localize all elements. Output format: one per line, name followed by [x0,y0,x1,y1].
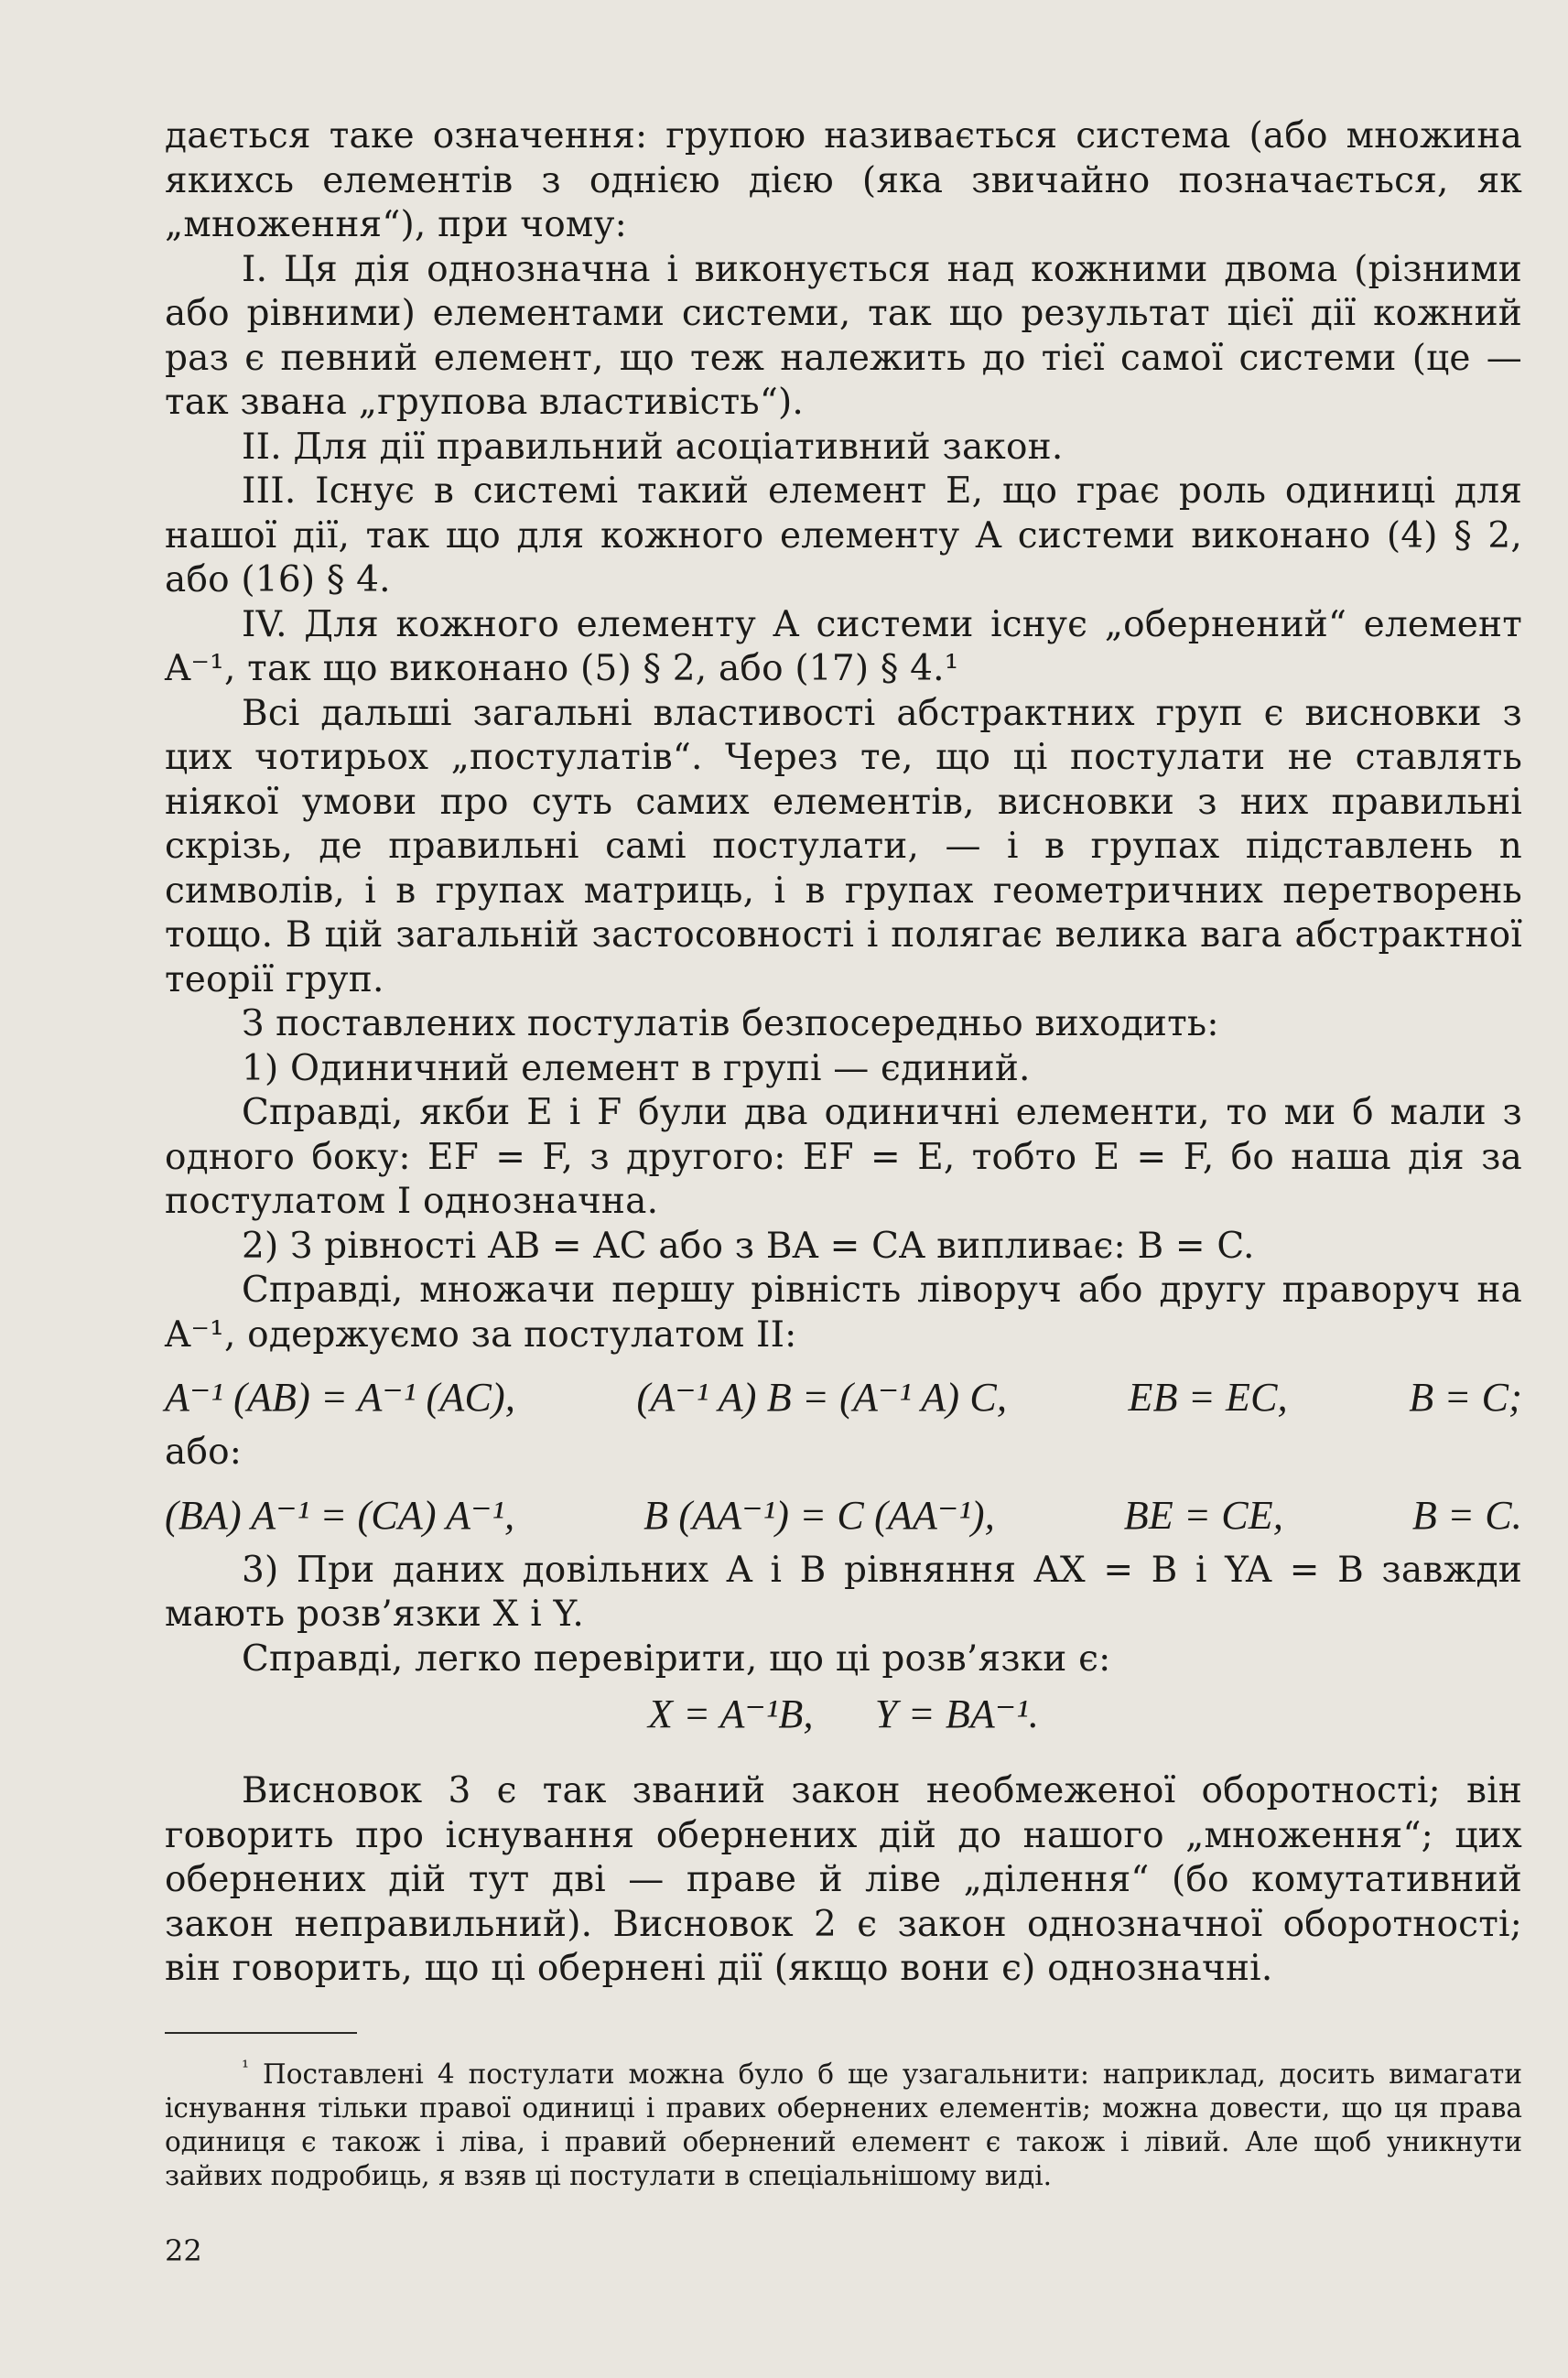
equation-term: (BA) A⁻¹ = (CA) A⁻¹, [165,1492,515,1538]
paragraph-general-properties: Всі дальші загальні властивості абстрактних груп є висновки з цих чотирьох „постулатів“. Через те, що ці постулати не ставлять ніякої умови про суть самих елементів, висновки з них правильні скрізь, де правильні самі постулати, — і в групах підставлень n символів, і в групах матриць, і в групах геометричних перетворень тощо. В цій загальній застосовності і полягає велика вага абстрактної теорії груп. [165,692,1522,1000]
page-number: 22 [165,2233,202,2268]
postulate-3: III. Існує в системі такий елемент E, що грає роль одиниці для нашої дії, так що для кожного елементу A системи виконано (4) § 2, або (16) § 4. [165,470,1522,600]
paragraph-consequences: З поставлених постулатів безпосередньо виходить: [242,1003,1219,1044]
equation-row-2 [165,1488,1522,1543]
equation-term: BE = CE, [1123,1492,1284,1538]
footnote [165,2055,1522,2193]
consequence-2: 2) З рівності AB = AC або з BA = CA випливає: B = C. [242,1225,1255,1267]
equation-term: (A⁻¹ A) B = (A⁻¹ A) C, [636,1375,1008,1420]
equation-term: B = C; [1409,1375,1522,1420]
proof-1: Справді, якби E і F були два одиничні елементи, то ми б мали з одного боку: EF = F, з другого: EF = E, тобто E = F, бо наша дія за постулатом I однозначна. [165,1092,1522,1222]
proof-2: Справді, множачи першу рівність ліворуч або другу праворуч на A⁻¹, одержуємо за постулатом II: [165,1270,1522,1356]
postulate-4: IV. Для кожного елементу A системи існує „обернений“ елемент A⁻¹, так що виконано (5) § 2, або (17) § 4.¹ [165,603,1522,689]
word-abo: або: [165,1432,243,1473]
consequence-3: 3) При даних довільних A і B рівняння AX = B і YA = B завжди мають розв’язки X і Y. [165,1549,1522,1635]
postulate-1: I. Ця дія однозначна і виконується над кожними двома (різними або рівними) елементами системи, так що результат цієї дії кожний раз є певний елемент, що теж належить до тієї самої системи (це — так звана „групова властивість“). [165,248,1522,423]
equation-term: A⁻¹ (AB) = A⁻¹ (AC), [165,1375,516,1420]
equation-solutions: X = A⁻¹B, Y = BA⁻¹. [647,1692,1040,1736]
postulate-2: II. Для дії правильний асоціативний закон. [242,426,1064,468]
equation-row-1 [165,1370,1522,1425]
equation-term: EB = EC, [1128,1375,1288,1420]
consequence-1: 1) Одиничний елемент в групі — єдиний. [242,1047,1031,1089]
equation-term: B (AA⁻¹) = C (AA⁻¹), [643,1492,995,1538]
paragraph-conclusion: Висновок 3 є так званий закон необмеженої оборотності; він говорить про існування обернених дій до нашого „множення“; цих обернених дій тут дві — праве й ліве „ділення“ (бо комутативний закон неправильний). Висновок 2 є закон однозначної оборотності; він говорить, що ці обернені дії (якщо вони є) однозначні. [165,1770,1522,1989]
equation-term: B = C. [1411,1492,1522,1538]
paragraph-intro: дається таке означення: групою називається система (або множина якихсь елементів з однією дією (яка звичайно позначається, як „множення“), при чому: [165,115,1522,245]
footnote-mark: ¹ [242,2055,250,2078]
footnote-divider [165,2032,357,2034]
footnote-text: Поставлені 4 постулати можна було б ще узагальнити: наприклад, досить вимагати існування тільки правої одиниці і правих обернених елементів; можна довести, що ця права одиниця є також і ліва, і правий обернений елемент є також і лівий. Але щоб уникнути зайвих подробиць, я взяв ці постулати в спеціальнішому виді. [165,2058,1522,2191]
proof-3: Справді, легко перевірити, що ці розв’язки є: [242,1638,1111,1680]
main-text [165,114,1522,1992]
